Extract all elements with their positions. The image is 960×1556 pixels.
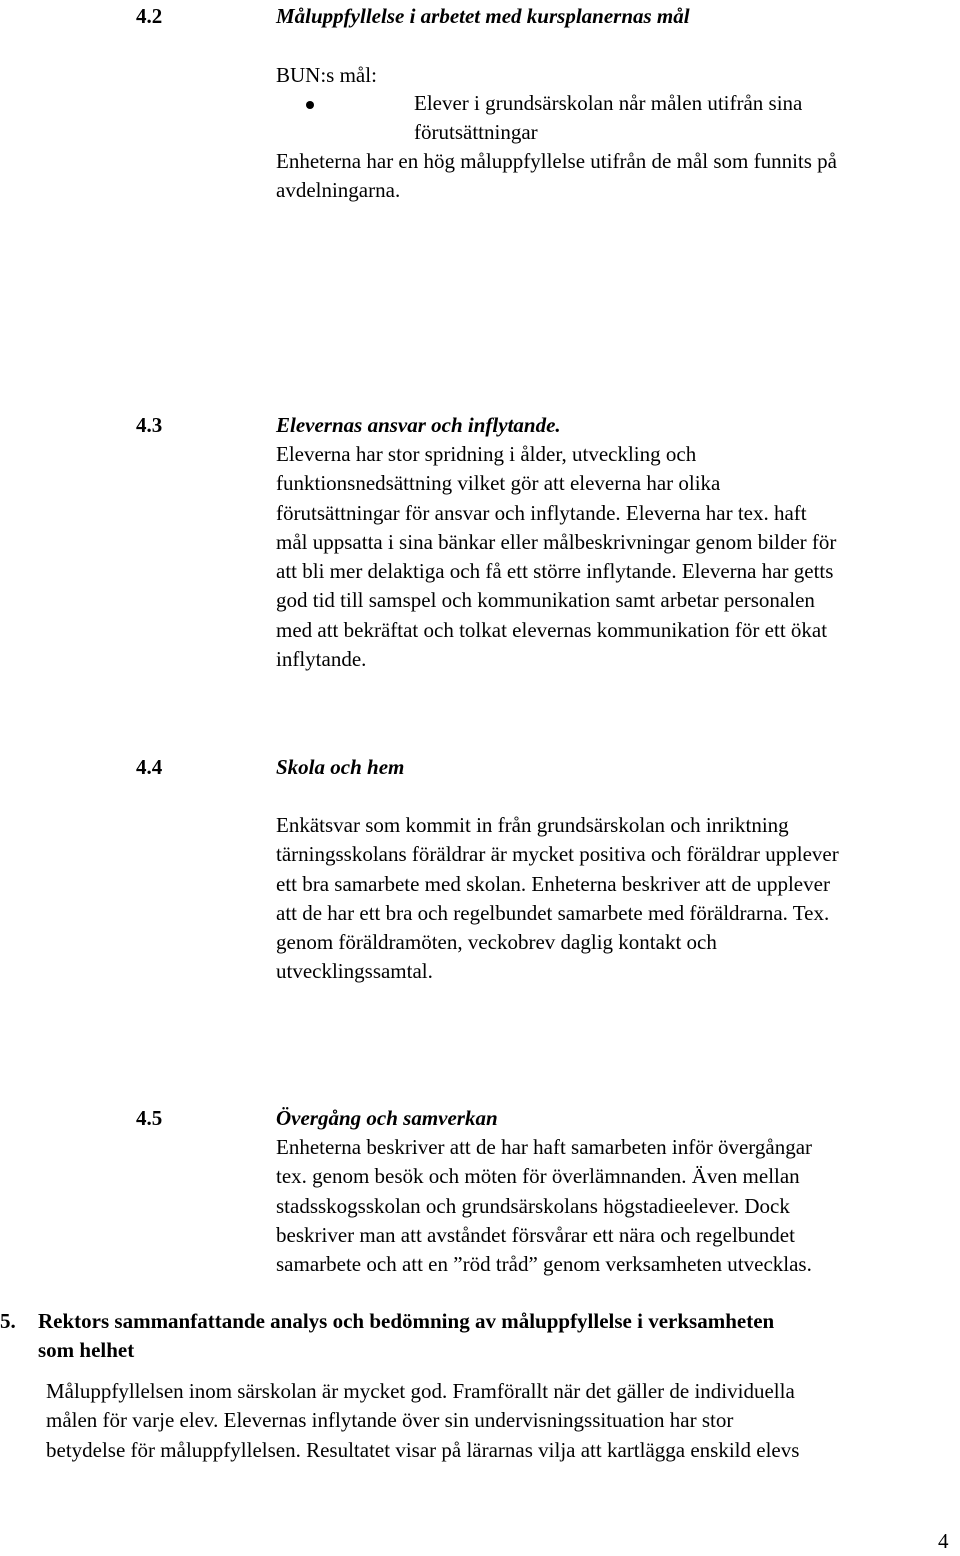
page-number: 4 [938,1529,949,1553]
section-body-4-3 [276,440,960,674]
body-line: tärningsskolans föräldrar är mycket positiva och föräldrar upplever [276,842,839,867]
bullet-item [414,89,914,148]
body-line: inflytande. [276,647,367,672]
body-line: Enheterna har en hög måluppfyllelse utifrån de mål som funnits på [276,149,838,173]
body-line: Eleverna har stor spridning i ålder, utveckling och [276,442,697,466]
section-title-4-5: Övergång och samverkan [276,1106,498,1130]
section-number-4-4: 4.4 [136,755,163,779]
body-line: genom föräldramöten, veckobrev daglig kontakt och [276,930,717,955]
section-title-4-2: Måluppfyllelse i arbetet med kursplanernas mål [276,4,690,28]
section-body-4-4 [276,811,960,987]
section-body-4-2 [276,147,960,206]
body-line: funktionsnedsättning vilket gör att eleverna har olika [276,471,721,496]
section-number-5: 5. [0,1309,16,1333]
body-line: betydelse för måluppfyllelsen. Resultatet visar på lärarnas vilja att kartlägga enskild elevs [46,1437,800,1462]
body-line: att bli mer delaktiga och få ett större inflytande. Eleverna har getts [276,559,834,584]
bullet-icon [306,101,314,109]
body-line: med att bekräftat och tolkat elevernas kommunikation för ett ökat [276,617,828,642]
body-line: Måluppfyllelsen inom särskolan är mycket god. Framförallt när det gäller de individuella [46,1379,795,1403]
body-line: beskriver man att avståndet försvårar ett nära och regelbundet [276,1222,795,1247]
section-number-4-2: 4.2 [136,4,163,28]
body-line: Enheterna beskriver att de har haft samarbeten inför övergångar [276,1135,813,1159]
body-line: utvecklingssamtal. [276,959,433,984]
bullet-line: förutsättningar [414,120,538,145]
body-line: mål uppsatta i sina bänkar eller målbeskrivningar genom bilder för [276,529,837,554]
body-line: stadsskogsskolan och grundsärskolans högstadieelever. Dock [276,1193,790,1218]
section-body-4-5 [276,1133,960,1279]
body-line: Enkätsvar som kommit in från grundsärskolan och inriktning [276,813,789,837]
section-number-4-5: 4.5 [136,1106,163,1130]
body-line: förutsättningar för ansvar och inflytande. Eleverna har tex. haft [276,500,807,525]
title-line: Rektors sammanfattande analys och bedömning av måluppfyllelse i verksamheten [38,1309,775,1333]
bullet-line: Elever i grundsärskolan når målen utifrån sina [414,91,803,115]
body-line: god tid till samspel och kommunikation samt arbetar personalen [276,588,815,613]
body-line: målen för varje elev. Elevernas inflytande över sin undervisningssituation har stor [46,1408,734,1433]
body-line: samarbete och att en ”röd tråd” genom verksamheten utvecklas. [276,1252,812,1277]
body-line: att de har ett bra och regelbundet samarbete med föräldrarna. Tex. [276,900,830,925]
section-title-4-3: Elevernas ansvar och inflytande. [276,413,561,437]
body-line: ett bra samarbete med skolan. Enheterna beskriver att de upplever [276,871,830,896]
section-body-5 [46,1377,956,1465]
body-line: avdelningarna. [276,178,401,203]
section-title-4-4: Skola och hem [276,755,405,779]
body-line: tex. genom besök och möten för överlämnanden. Även mellan [276,1164,800,1189]
section-title-5 [38,1307,948,1366]
section-number-4-3: 4.3 [136,413,163,437]
goals-intro: BUN:s mål: [276,63,377,87]
title-line: som helhet [38,1338,135,1363]
